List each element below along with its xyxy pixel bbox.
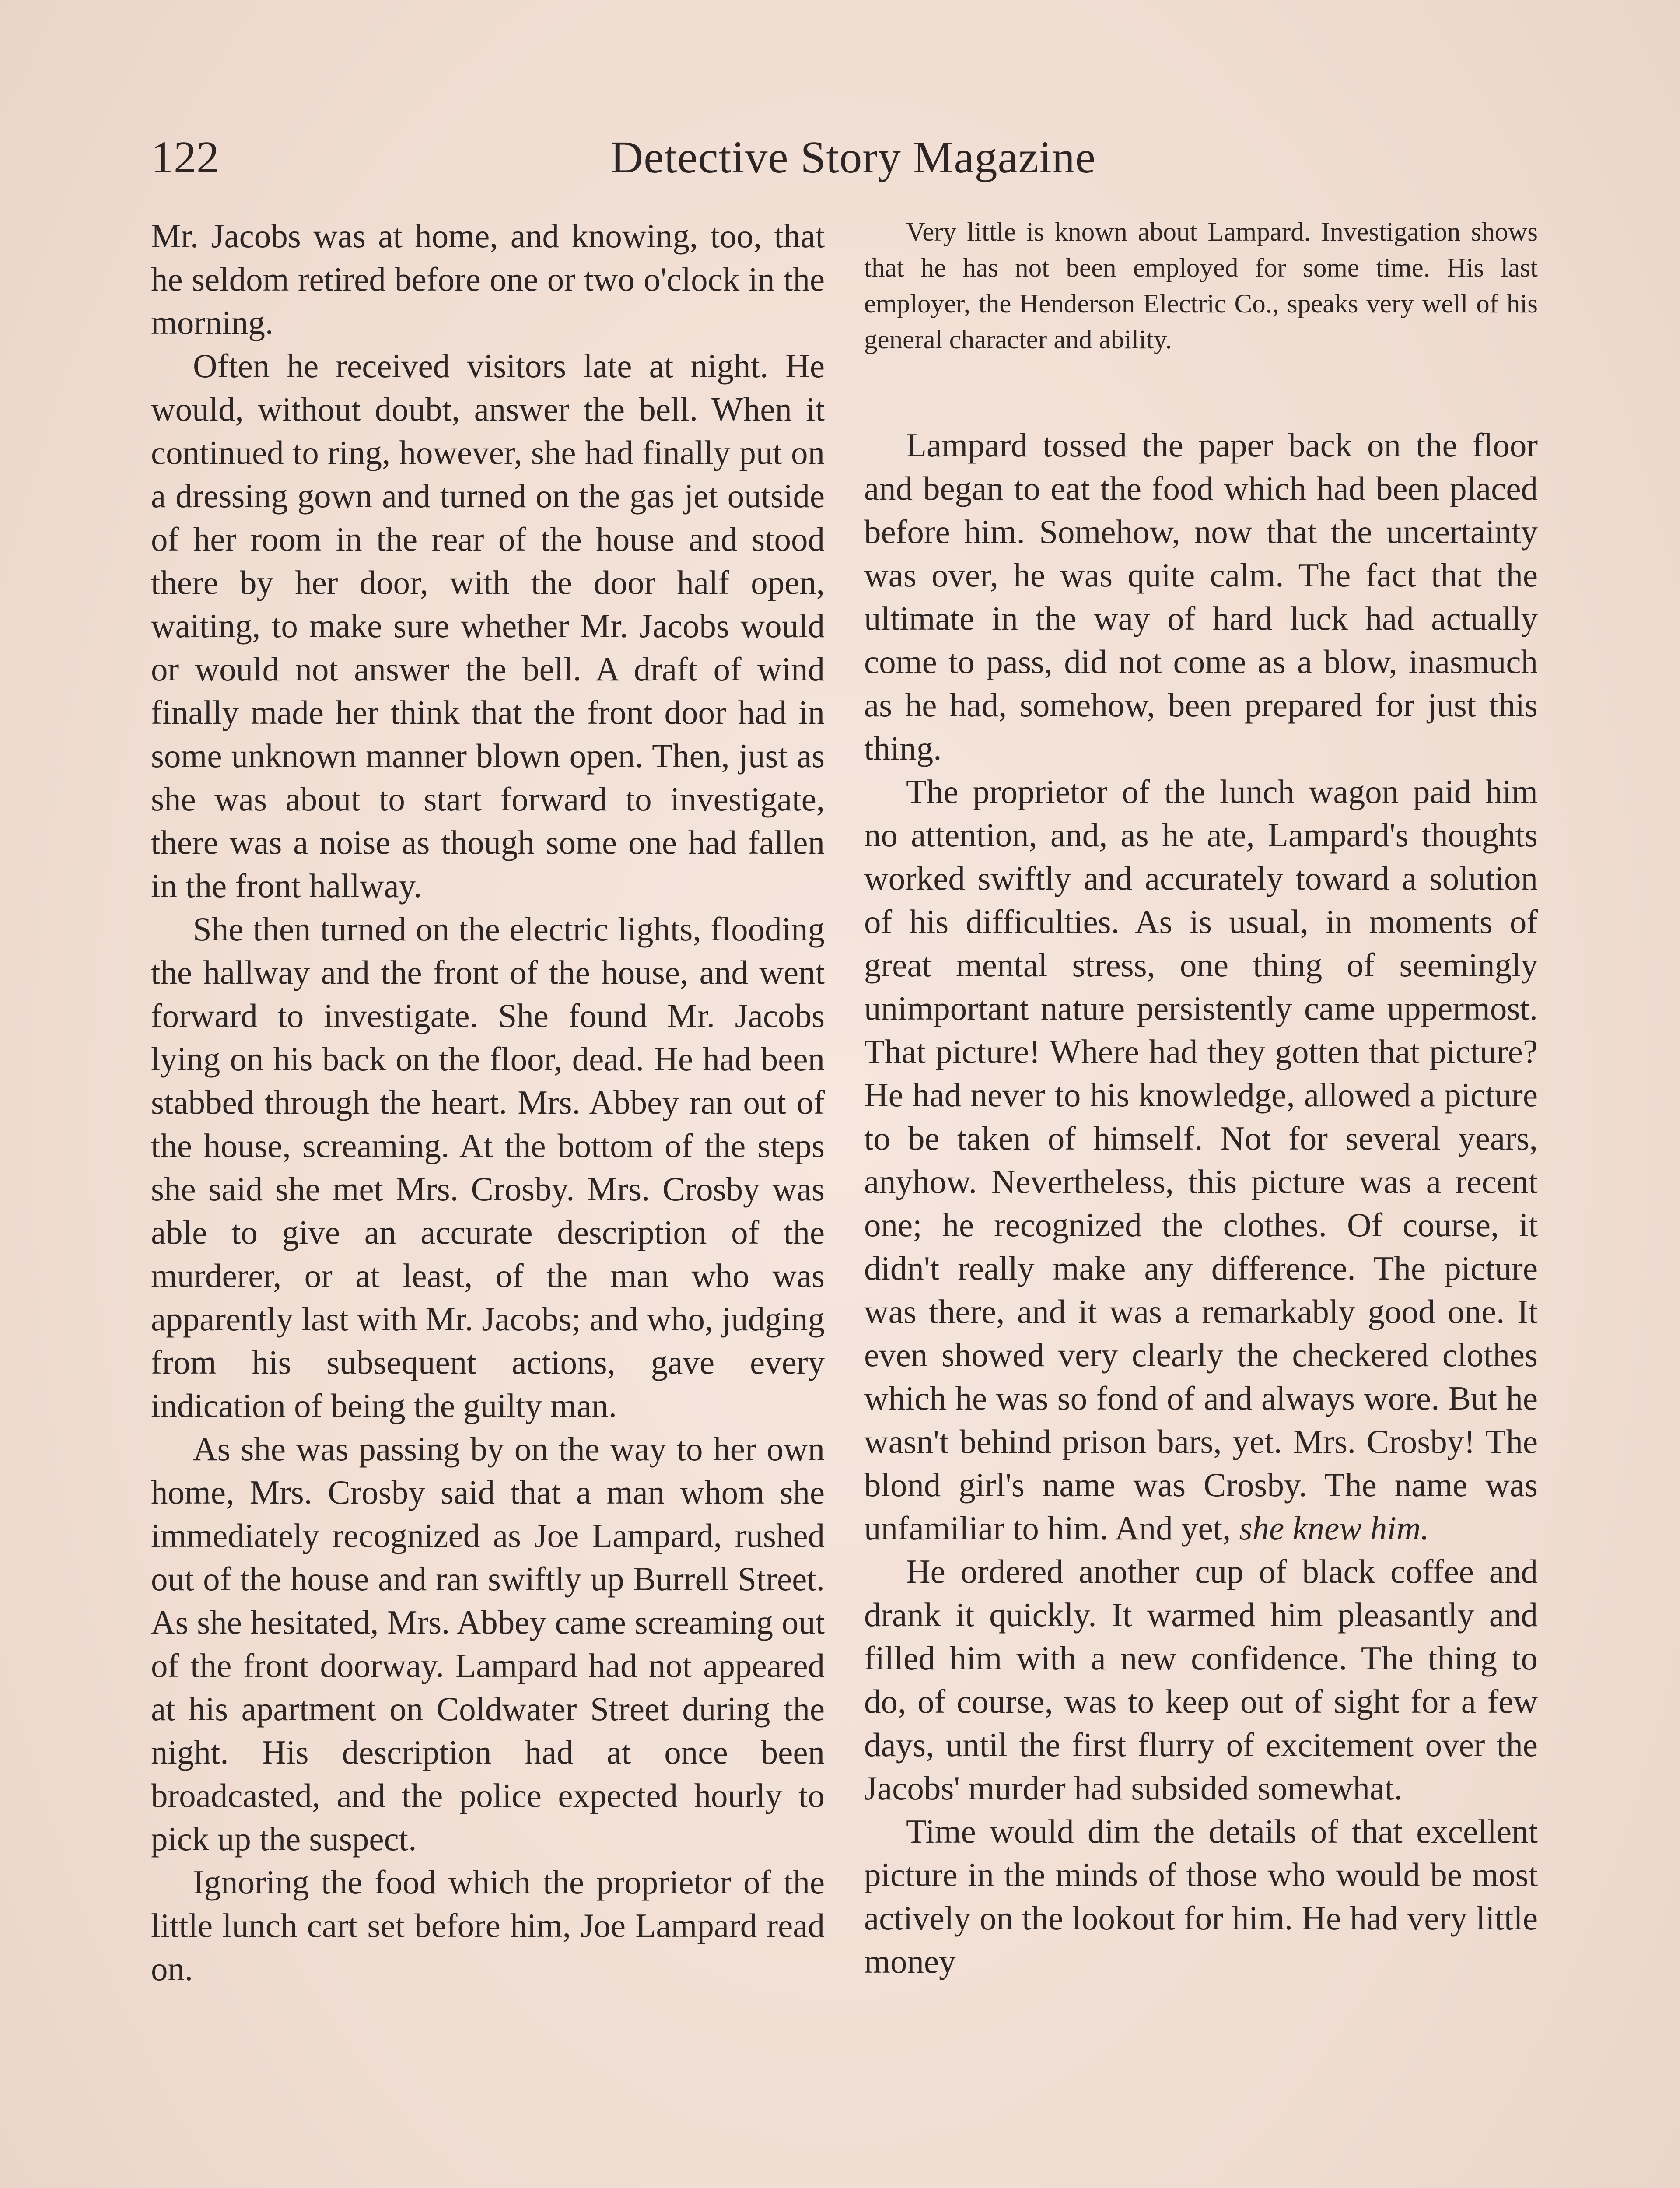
paragraph: Mr. Jacobs was at home, and knowing, too, that he seldom retired before one or two o'clock in the morning. — [151, 217, 825, 341]
page-header — [151, 127, 1555, 188]
paragraph: Time would dim the details of that excellent picture in the minds of those who would be most actively on the lookout for him. He had very little money — [864, 1813, 1538, 1980]
paragraph: Often he received visitors late at night. He would, without doubt, answer the bell. When it continued to ring, however, she had finally put on a dressing gown and turned on the gas jet outside of her room in the rear of the house and stood there by her door, with the door half open, waiting, to make sure whether Mr. Jacobs would or would not answer the bell. A draft of wind finally made her think that the front door had in some unknown manner blown open. Then, just as she was about to start forward to investigate, there was a noise as though some one had fallen in the front hallway. — [151, 347, 825, 905]
paragraph: Lampard tossed the paper back on the floor and began to eat the food which had been placed before him. Somehow, now that the uncertainty was over, he was quite calm. The fact that the ultimate in the way of hard luck had actually come to pass, did not come as a blow, inasmuch as he had, somehow, been prepared for just this thing. — [864, 426, 1538, 767]
italic-phrase: she knew him. — [1239, 1509, 1429, 1547]
paragraph — [864, 770, 1538, 1550]
paragraph: He ordered another cup of black coffee and drank it quickly. It warmed him pleasantly and filled him with a new confidence. The thing to do, of course, was to keep out of sight for a few days, until the first flurry of excitement over the Jacobs' murder had subsided somewhat. — [864, 1553, 1538, 1807]
right-column — [864, 214, 1538, 1983]
paragraph-text: The proprietor of the lunch wagon paid him no attention, and, as he ate, Lampard's thoughts worked swiftly and accurately toward a solution of his difficulties. As is usual, in moments of great mental stress, one thing of seemingly unimportant nature persistently came uppermost. That picture! Where had they gotten that picture? He had never to his knowledge, allowed a picture to be taken of himself. Not for several years, anyhow. Nevertheless, this picture was a recent one; he recognized the clothes. Of course, it didn't really make any difference. The picture was there, and it was a remarkably good one. It even showed very clearly the checkered clothes which he was so fond of and always wore. But he wasn't behind prison bars, yet. Mrs. Crosby! The blond girl's name was Crosby. The name was unfamiliar to him. And yet, — [864, 773, 1538, 1547]
paragraph: Ignoring the food which the proprietor of the little lunch cart set before him, Joe Lampard read on. — [151, 1863, 825, 1988]
left-column — [151, 214, 825, 1991]
paragraph: As she was passing by on the way to her own home, Mrs. Crosby said that a man whom she immediately recognized as Joe Lampard, rushed out of the house and ran swiftly up Burrell Street. As she hesitated, Mrs. Abbey came screaming out of the front doorway. Lampard had not appeared at his apartment on Coldwater Street during the night. His description had at once been broadcasted, and the police expected hourly to pick up the suspect. — [151, 1430, 825, 1858]
page-number: 122 — [151, 132, 219, 182]
paragraph: She then turned on the electric lights, flooding the hallway and the front of the house, and went forward to investigate. She found Mr. Jacobs lying on his back on the floor, dead. He had been stabbed through the heart. Mrs. Abbey ran out of the house, screaming. At the bottom of the steps she said she met Mrs. Crosby. Mrs. Crosby was able to give an accurate description of the murderer, or at least, of the man who was apparently last with Mr. Jacobs; and who, judging from his subsequent actions, gave every indication of being the guilty man. — [151, 910, 825, 1424]
news-clipping-paragraph: Very little is known about Lampard. Investigation shows that he has not been employed for some time. His last employer, the Henderson Electric Co., speaks very well of his general character and ability. — [864, 217, 1538, 354]
running-title: Detective Story Magazine — [610, 132, 1096, 182]
